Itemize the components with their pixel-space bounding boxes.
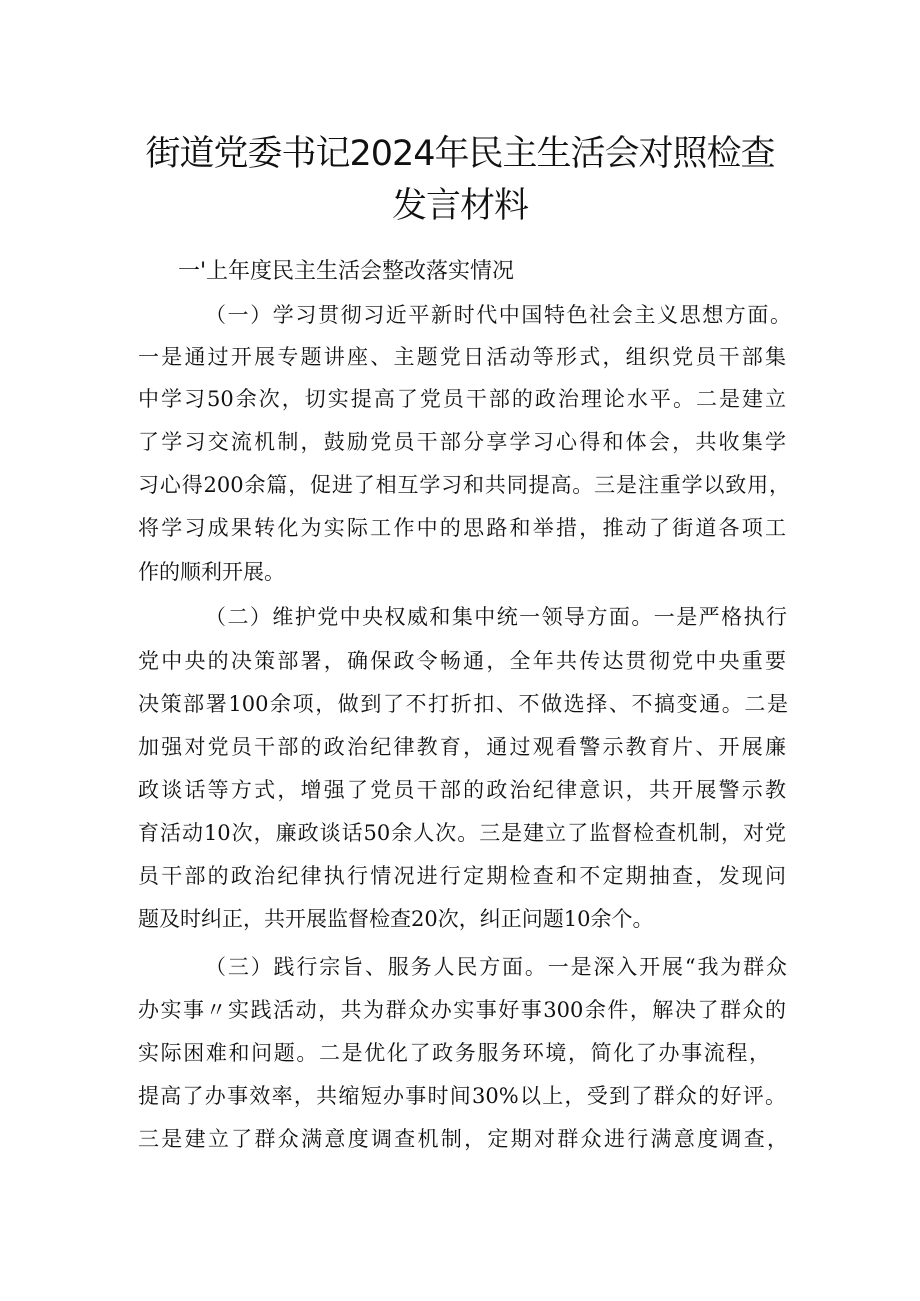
paragraph-line: 习心得200余篇，促进了相互学习和共同提高。三是注重学以致用， (138, 473, 790, 497)
paragraph-line: （一）学习贯彻习近平新时代中国特色社会主义思想方面。 (205, 303, 791, 327)
paragraph-line: （三）践行宗旨、服务人民方面。一是深入开展“我为群众 (205, 955, 787, 979)
paragraph-line: 党中央的决策部署，确保政令畅通，全年共传达贯彻党中央重要 (138, 649, 786, 673)
paragraph-line: 将学习成果转化为实际工作中的思路和举措，推动了街道各项工 (138, 516, 786, 540)
document-title-line1: 街道党委书记2024年民主生活会对照检查 (145, 134, 775, 174)
paragraph-line: 提高了办事效率，共缩短办事时间30%以上，受到了群众的好评。 (138, 1084, 786, 1108)
paragraph-line: 中学习50余次，切实提高了党员干部的政治理论水平。二是建立 (138, 387, 786, 411)
paragraph-line: 育活动10次，廉政谈话50余人次。三是建立了监督检查机制，对党 (138, 821, 786, 845)
paragraph-line: 员干部的政治纪律执行情况进行定期检查和不定期抽查，发现问 (138, 864, 786, 888)
paragraph-line: 实际困难和问题。二是优化了政务服务环境，简化了办事流程， (138, 1041, 770, 1065)
paragraph-line: 题及时纠正，共开展监督检查20次，纠正问题10余个。 (138, 907, 654, 931)
paragraph-line: 政谈话等方式，增强了党员干部的政治纪律意识，共开展警示教 (138, 778, 786, 802)
paragraph-line: 作的顺利开展。 (138, 560, 285, 584)
paragraph-line: 办实事〃实践活动，共为群众办实事好事300余件，解决了群众的 (138, 998, 786, 1022)
paragraph-line: 一是通过开展专题讲座、主题党日活动等形式，组织党员干部集 (138, 345, 786, 369)
section-heading: 一'上年度民主生活会整改落实情况 (178, 259, 515, 284)
document-title-line2: 发言材料 (391, 186, 528, 226)
paragraph-line: 三是建立了群众满意度调查机制，定期对群众进行满意度调查， (138, 1127, 788, 1151)
paragraph-line: 决策部署100余项，做到了不打折扣、不做选择、不搞变通。二是 (138, 692, 788, 716)
paragraph-line: 加强对党员干部的政治纪律教育，通过观看警示教育片、开展廉 (138, 735, 786, 759)
paragraph-line: （二）维护党中央权威和集中统一领导方面。一是严格执行 (205, 605, 787, 629)
paragraph-line: 了学习交流机制，鼓励党员干部分享学习心得和体会，共收集学 (138, 430, 786, 454)
